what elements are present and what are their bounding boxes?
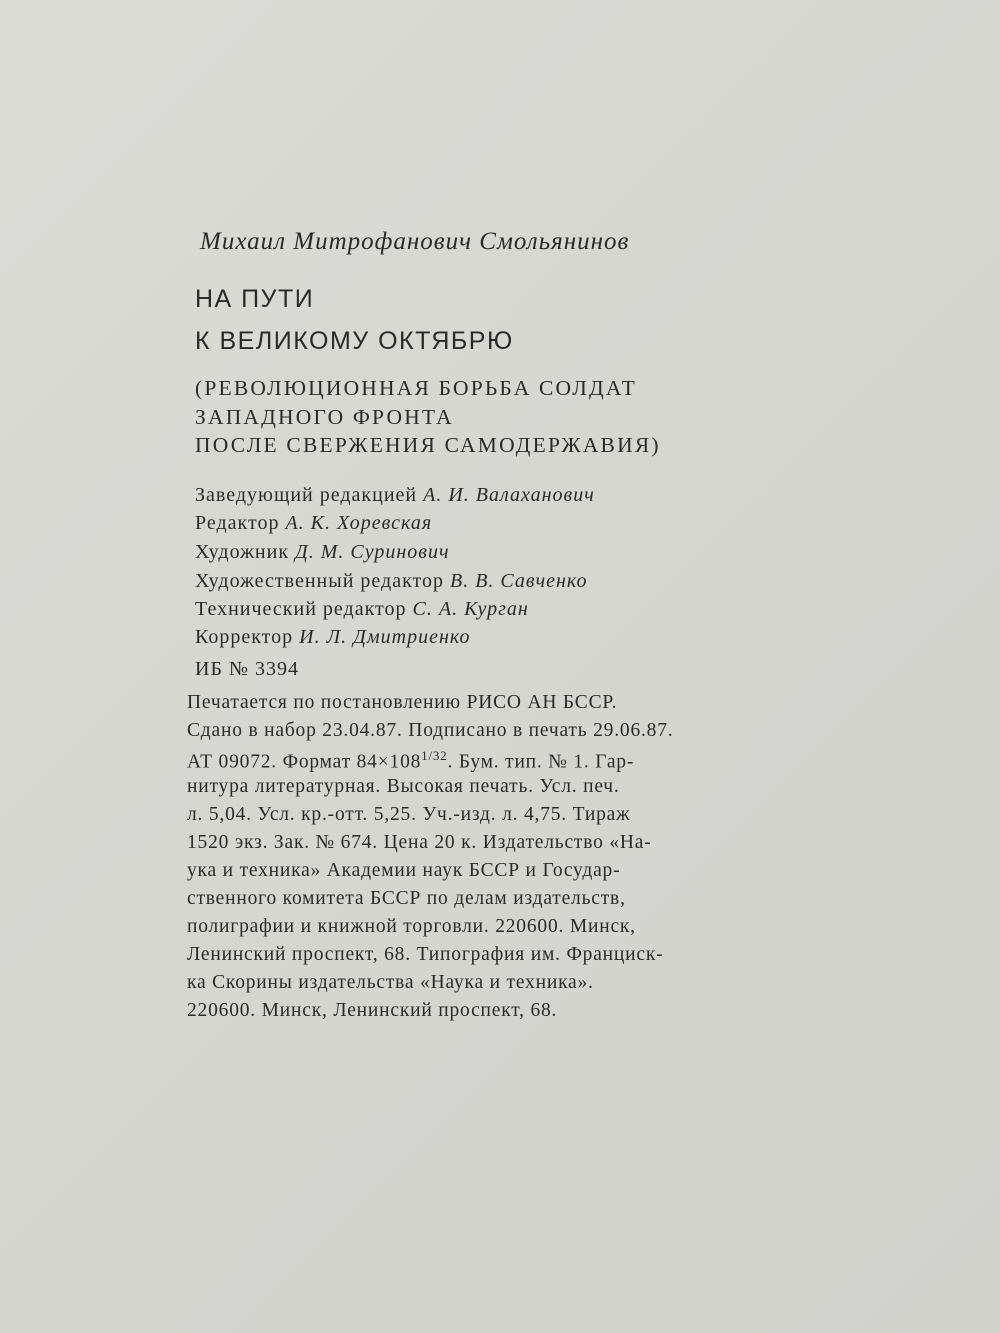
book-title-line-1: НА ПУТИ: [195, 285, 315, 313]
imprint-line: Ленинский проспект, 68. Типография им. Франциск-: [187, 944, 664, 965]
imprint-line: нитура литературная. Высокая печать. Усл. печ.: [187, 776, 620, 797]
credit-role: Художественный редактор: [195, 570, 444, 592]
credit-person: Д. М. Суринович: [295, 541, 450, 563]
imprint-paper: . Бум. тип. № 1. Гар-: [447, 751, 635, 773]
credit-artist: [195, 541, 450, 564]
credit-person: А. К. Хоревская: [285, 512, 433, 534]
credit-person: А. И. Валаханович: [423, 484, 595, 506]
ib-number: ИБ № 3394: [195, 658, 300, 680]
credit-role: Редактор: [195, 512, 280, 534]
imprint-format: АТ 09072. Формат 84×108: [187, 751, 422, 773]
credit-person: С. А. Курган: [412, 598, 529, 620]
imprint-format-fraction: 1/32: [421, 748, 448, 763]
credit-role: Корректор: [195, 626, 294, 648]
imprint-line: [187, 748, 792, 774]
imprint-line: ственного комитета БССР по делам издательств,: [187, 888, 626, 909]
book-title-line-2: К ВЕЛИКОМУ ОКТЯБРЮ: [195, 327, 514, 355]
imprint-line: л. 5,04. Усл. кр.-отт. 5,25. Уч.-изд. л. 4,75. Тираж: [187, 804, 631, 825]
author-name: Михаил Митрофанович Смольянинов: [200, 228, 630, 255]
credit-role: Заведующий редакцией: [195, 484, 418, 506]
credit-role: Технический редактор: [195, 598, 407, 620]
imprint-line: ка Скорины издательства «Наука и техника».: [187, 972, 594, 993]
imprint-line: ука и техника» Академии наук БССР и Государ-: [187, 860, 621, 881]
credit-person: И. Л. Дмитриенко: [299, 626, 471, 648]
credit-role: Художник: [195, 541, 290, 563]
credit-art-editor: [195, 570, 588, 593]
imprint-line: Сдано в набор 23.04.87. Подписано в печать 29.06.87.: [187, 720, 674, 741]
credit-proofreader: [195, 626, 470, 649]
subtitle-line-2: ЗАПАДНОГО ФРОНТА: [195, 405, 454, 429]
imprint-line: полиграфии и книжной торговли. 220600. Минск,: [187, 916, 636, 937]
subtitle-line-3: ПОСЛЕ СВЕРЖЕНИЯ САМОДЕРЖАВИЯ): [195, 433, 661, 457]
subtitle-line-1: (РЕВОЛЮЦИОННАЯ БОРЬБА СОЛДАТ: [195, 376, 638, 400]
credit-technical-editor: [195, 598, 529, 621]
imprint-line: 1520 экз. Зак. № 674. Цена 20 к. Издательство «На-: [187, 832, 652, 853]
imprint-line: 220600. Минск, Ленинский проспект, 68.: [187, 1000, 558, 1021]
imprint-line: Печатается по постановлению РИСО АН БССР.: [187, 692, 618, 713]
credit-person: В. В. Савченко: [450, 570, 588, 592]
credit-editor-in-chief: [195, 484, 595, 507]
credit-editor: [195, 512, 432, 535]
